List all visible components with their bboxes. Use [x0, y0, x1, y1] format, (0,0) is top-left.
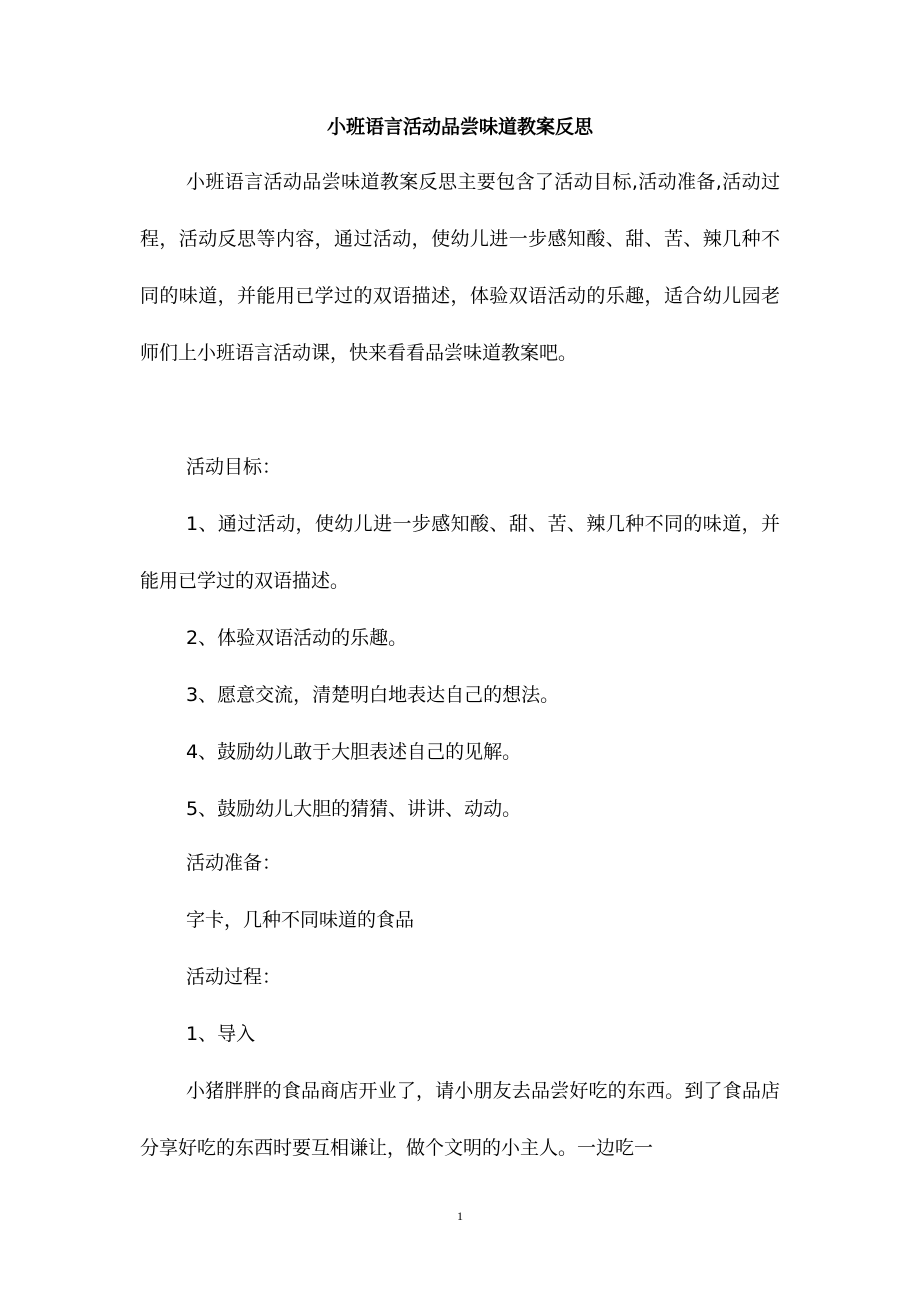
- process-step-1-text: 小猪胖胖的食品商店开业了，请小朋友去品尝好吃的东西。到了食品店分享好吃的东西时要互相谦让，做个文明的小主人。一边吃一: [140, 1080, 780, 1159]
- goal-item-1: 1、通过活动，使幼儿进一步感知酸、甜、苦、辣几种不同的味道，并能用已学过的双语描述。: [140, 513, 780, 592]
- goal-item-5: 5、鼓励幼儿大胆的猜猜、讲讲、动动。: [186, 798, 522, 820]
- document-title: 小班语言活动品尝味道教案反思: [326, 116, 593, 138]
- goal-item-4: 4、鼓励幼儿敢于大胆表述自己的见解。: [186, 741, 522, 763]
- process-step-1: 1、导入: [186, 1023, 256, 1045]
- section-heading-process: 活动过程：: [186, 966, 282, 988]
- section-heading-preparation: 活动准备：: [186, 852, 282, 874]
- preparation-text: 字卡，几种不同味道的食品: [186, 909, 415, 931]
- goal-item-2: 2、体验双语活动的乐趣。: [186, 627, 408, 649]
- page-number: 1: [457, 1209, 463, 1223]
- intro-paragraph: 小班语言活动品尝味道教案反思主要包含了活动目标,活动准备,活动过程，活动反思等内容，通过活动，使幼儿进一步感知酸、甜、苦、辣几种不同的味道，并能用已学过的双语描述，体验双语活动的乐趣，适合幼儿园老师们上小班语言活动课，快来看看品尝味道教案吧。: [140, 171, 780, 364]
- section-heading-goals: 活动目标：: [186, 456, 282, 478]
- goal-item-3: 3、愿意交流，清楚明白地表达自己的想法。: [186, 684, 560, 706]
